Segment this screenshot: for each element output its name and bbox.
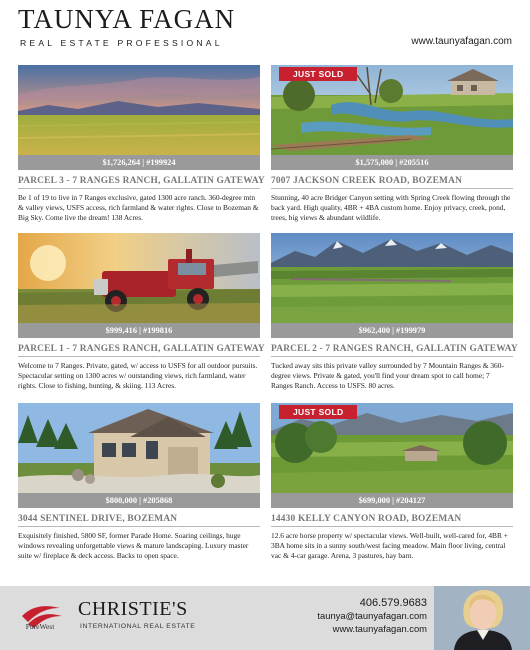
divider (18, 356, 260, 357)
divider (18, 188, 260, 189)
agent-tagline: REAL ESTATE PROFESSIONAL (20, 38, 223, 48)
listing-description: Welcome to 7 Ranges. Private, gated, w/ access to USFS for all outdoor pursuits. Spectacular setting on 1300 acres w/ outstanding views, rich farmland, water rights. Close to fishing, hunting, & skiing. 113 Acres. (18, 361, 258, 391)
divider (271, 526, 513, 527)
purewest-logo-icon (18, 598, 64, 642)
price-mls-band: $999,416 | #199816 (18, 323, 260, 338)
footer-website-link[interactable]: www.taunyafagan.com (332, 622, 427, 634)
footer (0, 586, 530, 650)
listing-description: Be 1 of 19 to live in 7 Ranges exclusive, gated 1300 acre ranch. 360-degree mtn & valley views, USFS access, rich farmland & water rights. Close to Bozeman & Big Sky. Come live the dream! 138 Acres. (18, 193, 259, 223)
listing-title[interactable]: PARCEL 1 - 7 RANGES RANCH, GALLATIN GATEWAY (18, 344, 265, 354)
brokerage-subtitle: INTERNATIONAL REAL ESTATE (80, 623, 196, 630)
listing-card[interactable] (271, 65, 513, 224)
listing-card[interactable] (18, 233, 265, 392)
listing-photo[interactable] (18, 233, 260, 323)
just-sold-badge: JUST SOLD (279, 405, 357, 419)
listing-title[interactable]: 3044 SENTINEL DRIVE, BOZEMAN (18, 514, 178, 524)
listing-description: 12.6 acre horse property w/ spectacular views. Well-built, well-cared for, 4BR + 3BA home sits in a sunny south/west facing meadow. Main floor living, central vac & 4-car garage. Arena, 3 pastures, hay barn. (271, 531, 508, 561)
purewest-label: PureWest (25, 622, 55, 631)
listing-description: Exquisitely finished, 5800 SF, former Parade Home. Soaring ceilings, huge windows revealing unforgettable views & mature landscaping. Luxury master suite w/ fireplace & deck access. Backs to open space. (18, 531, 249, 561)
price-mls-band: $1,726,264 | #199924 (18, 155, 260, 170)
listing-photo[interactable] (18, 65, 260, 155)
listing-title[interactable]: 7007 JACKSON CREEK ROAD, BOZEMAN (271, 176, 463, 186)
divider (271, 188, 513, 189)
price-mls-band: $800,000 | #205868 (18, 493, 260, 508)
listing-title[interactable]: PARCEL 3 - 7 RANGES RANCH, GALLATIN GATEWAY (18, 176, 265, 186)
header (0, 0, 530, 56)
listing-photo[interactable] (271, 65, 513, 155)
just-sold-badge: JUST SOLD (279, 67, 357, 81)
price-mls-band: $1,575,000 | #205516 (271, 155, 513, 170)
divider (18, 526, 260, 527)
listing-title[interactable]: PARCEL 2 - 7 RANGES RANCH, GALLATIN GATEWAY (271, 344, 518, 354)
listing-description: Tucked away sits this private valley surrounded by 7 Mountain Ranges & 360-degree views. Private & gated, you'll find your dream spot to call home; 7 Ranges Ranch. Access to USFS. 80 acres. (271, 361, 504, 391)
listing-photo[interactable] (18, 403, 260, 493)
email-link[interactable]: taunya@taunyafagan.com (317, 610, 427, 621)
listing-card[interactable] (271, 403, 513, 562)
price-mls-band: $699,000 | #204127 (271, 493, 513, 508)
listing-photo[interactable] (271, 403, 513, 493)
divider (271, 356, 513, 357)
listing-title[interactable]: 14430 KELLY CANYON ROAD, BOZEMAN (271, 514, 462, 524)
header-website-link[interactable]: www.taunyafagan.com (411, 36, 512, 47)
listing-photo[interactable] (271, 233, 513, 323)
price-mls-band: $962,400 | #199979 (271, 323, 513, 338)
agent-name: TAUNYA FAGAN (18, 4, 236, 34)
phone-link[interactable]: 406.579.9683 (359, 597, 427, 609)
listing-card[interactable] (18, 403, 260, 562)
contact-block (275, 596, 427, 635)
listing-description: Stunning, 40 acre Bridger Canyon setting with Spring Creek flowing through the back yard. High quality, 4BR + 4BA custom home. Enjoy privacy, creek, pond, trees, big views & abundant wildlife. (271, 193, 511, 223)
listing-card[interactable] (18, 65, 265, 224)
agent-headshot (434, 586, 530, 650)
brokerage-name: CHRISTIE'S (78, 598, 188, 620)
listing-card[interactable] (271, 233, 518, 392)
